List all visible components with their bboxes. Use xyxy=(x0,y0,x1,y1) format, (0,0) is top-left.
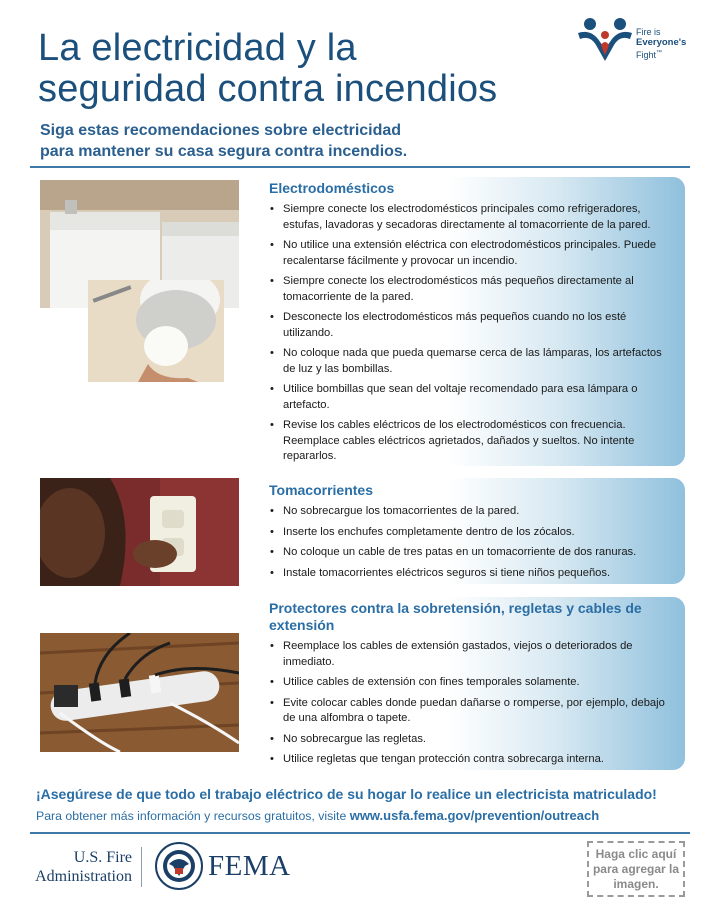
header-divider xyxy=(30,166,690,168)
outlet-child-photo xyxy=(40,478,239,586)
bullet-list xyxy=(269,202,671,465)
list-item: • Desconecte los electrodomésticos más pequeños cuando no los esté utilizando. xyxy=(269,310,671,341)
list-item: • No coloque nada que pueda quemarse cerca de las lámparas, los artefactos de luz y las bombillas. xyxy=(269,346,671,377)
fire-is-everyones-fight-logo xyxy=(574,15,694,71)
fema-logo: FEMA xyxy=(208,850,291,882)
list-item: • No coloque un cable de tres patas en un tomacorriente de dos ranuras. xyxy=(269,545,671,561)
list-item: • Siempre conecte los electrodomésticos principales como refrigeradores, estufas, lavadoras y secadoras directamente al tomacorriente de la pared. xyxy=(269,202,671,233)
licensed-electrician-note: ¡Asegúrese de que todo el trabajo eléctrico de su hogar lo realice un electricista matriculado! xyxy=(36,786,657,802)
section-outlets xyxy=(255,478,685,584)
list-item: • Evite colocar cables donde puedan dañarse o romperse, por ejemplo, debajo de una alfombra o tapete. xyxy=(269,696,671,727)
bullet-list xyxy=(269,504,671,581)
list-item: • No sobrecargue las regletas. xyxy=(269,732,671,748)
usfa-logo: U.S. Fire Administration xyxy=(35,849,132,885)
list-item: • No utilice una extensión eléctrica con electrodomésticos principales. Puede recalentarse fácilmente y provocar un incendio. xyxy=(269,238,671,269)
section-surge-protectors xyxy=(255,597,685,770)
logo-text: Fire is Everyone's Fight™ xyxy=(636,27,687,60)
dhs-seal-icon xyxy=(155,842,203,890)
bullet-list xyxy=(269,639,671,768)
section-heading: Protectores contra la sobretensión, regletas y cables de extensión xyxy=(269,600,642,633)
section-appliances xyxy=(255,177,685,466)
family-icon xyxy=(574,15,636,71)
section-heading: Tomacorrientes xyxy=(269,482,373,498)
page-title: La electricidad y la seguridad contra incendios xyxy=(38,27,498,110)
list-item: • Revise los cables eléctricos de los electrodomésticos con frecuencia. Reemplace cables eléctricos agrietados, dañados y sueltos. No intente repararlos. xyxy=(269,418,671,465)
footer-divider xyxy=(30,832,690,834)
power-strip-photo xyxy=(40,633,239,752)
list-item: • No sobrecargue los tomacorrientes de la pared. xyxy=(269,504,671,520)
more-info-line: Para obtener más información y recursos gratuitos, visite www.usfa.fema.gov/prevention/outreach xyxy=(36,808,600,823)
usfa-outreach-link[interactable]: www.usfa.fema.gov/prevention/outreach xyxy=(349,808,600,823)
logo-divider xyxy=(141,847,142,887)
list-item: • Utilice bombillas que sean del voltaje recomendado para esa lámpara o artefacto. xyxy=(269,382,671,413)
list-item: • Siempre conecte los electrodomésticos más pequeños directamente al tomacorriente de la pared. xyxy=(269,274,671,305)
list-item: • Reemplace los cables de extensión gastados, viejos o deteriorados de inmediato. xyxy=(269,639,671,670)
list-item: • Utilice cables de extensión con fines temporales solamente. xyxy=(269,675,671,691)
lamp-bulb-photo xyxy=(88,280,224,382)
list-item: • Utilice regletas que tengan protección contra sobrecarga interna. xyxy=(269,752,671,768)
page-subtitle: Siga estas recomendaciones sobre electricidad para mantener su casa segura contra incendios. xyxy=(40,122,408,160)
list-item: • Inserte los enchufes completamente dentro de los zócalos. xyxy=(269,525,671,541)
add-image-placeholder[interactable]: Haga clic aquí para agregar la imagen. xyxy=(587,841,685,897)
list-item: • Instale tomacorrientes eléctricos seguros si tiene niños pequeños. xyxy=(269,566,671,582)
section-heading: Electrodomésticos xyxy=(269,180,395,196)
